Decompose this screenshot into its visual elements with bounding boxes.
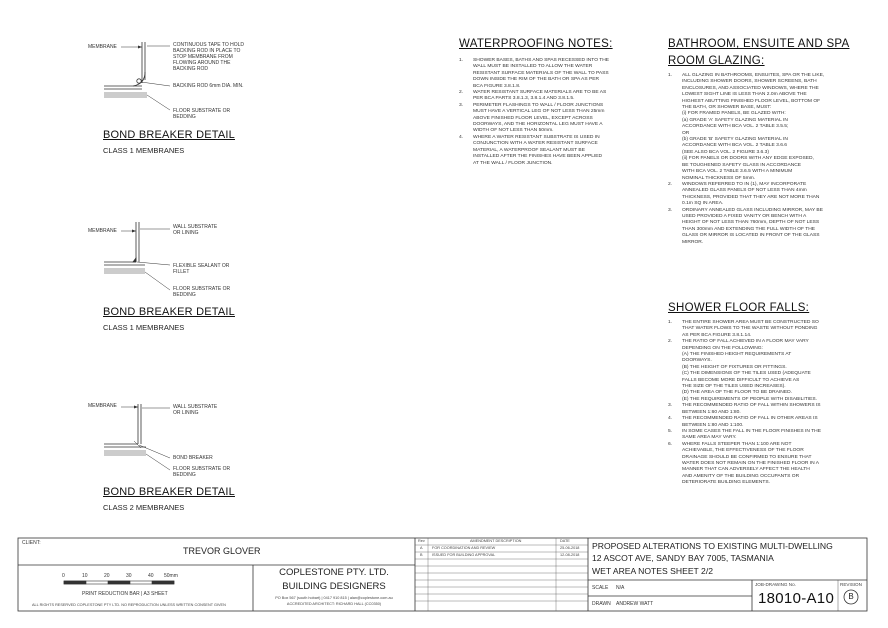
note-text: BE TOUGHENED SAFETY GLASS IN ACCORDANCE [682, 162, 802, 168]
note-text: IN SOME CASES THE FALL IN THE FLOOR FINISHES IN THE [682, 428, 821, 434]
client-name: TREVOR GLOVER [183, 546, 261, 556]
note-line: SHOWER BASES, BATHS AND SPAS RECESSED INTO THE [473, 58, 610, 63]
note-text: (B) THE HEIGHT OF FIXTURES OR FITTINGS. [682, 364, 787, 370]
note-text: THE RECOMMENDED RATIO OF FALL IN OTHER AREAS IS [682, 416, 818, 422]
floor-line: BEDDING [173, 114, 196, 120]
sheet-title: WET AREA NOTES SHEET 2/2 [592, 566, 713, 576]
rev-a-code: A [420, 546, 423, 550]
note-text: THE BATH, OR SHOWER BASE, MUST: [682, 105, 772, 111]
floor-line: BEDDING [173, 472, 196, 478]
floor-line: FLOOR SUBSTRATE OR [173, 286, 231, 292]
revision-value: B [848, 592, 854, 601]
item-number: 5. [668, 428, 673, 434]
note-text: (ii) FOR PANELS OR DOORS WITH ANY EDGE EXPOSED, [682, 156, 814, 162]
note-line: DOWN INSIDE THE RIM OF THE BATH OR SPA AS PER [473, 77, 599, 83]
sealant-line: FLEXIBLE SEALANT OR [173, 263, 230, 269]
tick-label: 30 [126, 573, 132, 579]
detail-3-title: BOND BREAKER DETAIL [103, 486, 235, 498]
note-text: DETERIORATE BUILDING ELEMENTS. [682, 480, 770, 486]
note-text: THE ENTIRE SHOWER AREA MUST BE CONSTRUCTED SO [682, 320, 819, 325]
print-bar-label: PRINT REDUCTION BAR | A3 SHEET [82, 591, 168, 597]
item-number: 1. [668, 320, 673, 325]
note-text: ANNEALED GLASS PANELS OF NOT LESS THAN 4mm [682, 188, 807, 194]
detail-2-title: BOND BREAKER DETAIL [103, 306, 235, 318]
client-label: CLIENT: [22, 540, 41, 546]
note-text: THE SIZE OF THE TILES USED INCREASES). [682, 384, 786, 390]
note-text: THE RECOMMENDED RATIO OF FALL WITHIN SHOWERS IS [682, 403, 821, 409]
sealant-line: FILLET [173, 269, 190, 275]
note-text: HIGHEST ABUTTING FINISHED FLOOR LEVEL, BOTTOM OF [682, 98, 821, 104]
shower-title: SHOWER FLOOR FALLS: [668, 302, 810, 314]
revision-label: REVISION [840, 582, 862, 587]
wall-line: WALL SUBSTRATE [173, 224, 218, 230]
note-text: (D) THE AREA OF THE FLOOR TO BE DRAINED. [682, 390, 792, 396]
accredited-architect: ACCREDITED ARCHITECT: RICHARD HALL (CC0350) [286, 602, 382, 606]
detail-2-subtitle: CLASS 1 MEMBRANES [103, 323, 185, 332]
item-number: 2. [668, 181, 673, 187]
company-name: COPLESTONE PTY. LTD. [279, 567, 389, 578]
note-text: HEIGHT OF NOT LESS THAN 760mm, DEPTH OF NOT LESS [682, 220, 820, 226]
job-number: 18010-A10 [758, 590, 835, 607]
tick-label: 0 [62, 573, 65, 579]
note-line: BCA FIGURE 3.8.1.8. [473, 83, 521, 89]
note-text: DEPENDING ON THE FOLLOWING: [682, 345, 763, 351]
note-line: AT THE WALL / FLOOR JUNCTION. [473, 160, 553, 166]
item-number: 2. [459, 90, 464, 96]
note-line: PERIMETER FLASHINGS TO WALL / FLOOR JUNCTIONS [473, 102, 604, 108]
detail-1-subtitle: CLASS 1 MEMBRANES [103, 146, 185, 155]
floor-line: BEDDING [173, 292, 196, 298]
detail-3-membrane-label: MEMBRANE [88, 403, 117, 409]
note-text: (i) FOR FRAMED PANELS, BE GLAZED WITH: [682, 111, 786, 117]
scale-label: SCALE [592, 585, 609, 591]
note-line: WALL MUST BE INSTALLED TO ALLOW THE WATER [473, 64, 593, 70]
note-line: CONJUNCTION WITH A WATER RESISTANT SURFACE [473, 141, 598, 147]
glazing-title-line-1: BATHROOM, ENSUITE AND SPA [668, 38, 850, 50]
tick-label: 50mm [164, 573, 178, 579]
detail-1-title: BOND BREAKER DETAIL [103, 129, 235, 141]
wall-line: OR LINING [173, 230, 199, 236]
company-role: BUILDING DESIGNERS [282, 581, 386, 592]
note-line: WATER RESISTANT SURFACE MATERIALS ARE TO BE AS [473, 90, 607, 96]
note-text: OR [682, 130, 690, 136]
note-text: ORDINARY ANNEALED GLASS INCLUDING MIRROR, MAY BE [682, 207, 823, 213]
item-number: 1. [459, 58, 464, 63]
note-text: (SEE ALSO BCA VOL. 2 FIGURE 3.6.3) [682, 149, 769, 155]
note-text: LOWEST SIGHT LINE IS LESS THAN 2.0m ABOVE THE [682, 92, 807, 98]
drawn-value: ANDREW WATT [616, 601, 654, 607]
job-label: JOB-DRAWING No. [755, 582, 796, 587]
note-text: WINDOWS REFERRED TO IN (1), MAY INCORPORATE [682, 181, 807, 187]
note-text: THE RATIO OF FALL ACHIEVED IN A FLOOR MAY VARY [682, 339, 809, 345]
waterproofing-title: WATERPROOFING NOTES: [459, 38, 613, 50]
note-text: BETWEEN 1:80 AND 1:100. [682, 422, 744, 428]
note-line: DOORWAYS, AND THE HORIZONTAL LEG MUST HAVE A [473, 122, 603, 128]
note-text: MANNER THAT CAN ADVERSELY AFFECT THE HEALTH [682, 467, 810, 473]
note-text: WATER DOES NOT REMAIN ON THE FINISHED FLOOR IN A [682, 460, 820, 466]
rev-a-desc: FOR COORDINATION AND REVIEW [432, 546, 496, 550]
item-number: 3. [459, 102, 464, 108]
note-line: RESISTANT SURFACE MATERIALS OF THE WALL TO PASS [473, 70, 609, 76]
rev-header-date: DATE [560, 539, 570, 543]
detail-1-rod-label: BACKING ROD 6mm DIA. MIN. [173, 83, 244, 89]
rev-b-date: 12-08-2018 [560, 553, 580, 557]
note-text: (b) GRADE 'B' SAFETY GLAZING MATERIAL IN [682, 137, 788, 143]
note-line: MATERIAL, A WATERPROOF SEALANT MUST BE [473, 147, 585, 153]
note-text: THAN 300mm AND EXTENDING THE FULL WIDTH OF THE [682, 226, 816, 232]
tape-line: FLOWING AROUND THE [173, 60, 231, 66]
note-text: FALLS BECOME MORE DIFFICULT TO ACHIEVE AS [682, 377, 800, 383]
note-line: ABOVE FINISHED FLOOR LEVEL, EXCEPT ACROSS [473, 115, 593, 121]
note-text: AS PER BCA FIGURE 3.8.1.14. [682, 332, 752, 338]
note-text: INCLUDING SHOWER DOORS, SHOWER SCREENS, BATH [682, 79, 817, 85]
tape-line: STOP MEMBRANE FROM [173, 54, 233, 60]
note-text: ACCORDANCE WITH BCA VOL. 2 TABLE 3.5.5; [682, 124, 789, 130]
note-text: USED PROVIDED A FIXED VANITY OR BENCH WITH A [682, 213, 807, 219]
note-text: THAT WATER FLOWS TO THE WASTE WITHOUT PONDING [682, 326, 818, 332]
note-text: WHERE FALLS STEEPER THAN 1:100 ARE NOT [682, 441, 792, 447]
note-text: (a) GRADE 'A' SAFETY GLAZING MATERIAL IN [682, 117, 788, 123]
rev-header-rev: Rev [418, 539, 425, 543]
rev-b-desc: ISSUED FOR BUILDING APPROVAL [432, 553, 496, 557]
tick-label: 20 [104, 573, 110, 579]
note-line: WIDTH OF NOT LESS THAN 50mm. [473, 128, 554, 134]
item-number: 2. [668, 339, 673, 345]
note-text: WITH BCA VOL. 2 TABLE 3.6.5 WITH A MINIMUM [682, 169, 793, 175]
rev-b-code: B [420, 553, 423, 557]
note-text: ACCORDANCE WITH BCA VOL. 2 TABLE 3.6.6 [682, 143, 787, 149]
note-line: INSTALLED AFTER THE FINISHES HAVE BEEN APPLIED [473, 154, 603, 160]
note-text: DOORWAYS. [682, 358, 712, 364]
item-number: 1. [668, 73, 673, 78]
note-text: GLASS OR MIRROR IS LOCATED IN FRONT OF THE GLASS [682, 233, 820, 239]
detail-3-breaker-label: BOND BREAKER [173, 455, 213, 461]
company-contact: PO Box 567 (south hobart) | 0417 910 815 | alan@coplestone.com.au [275, 596, 393, 600]
note-text: DRAINAGE SHOULD BE CONFIRMED TO ENSURE THAT [682, 454, 812, 460]
note-text: (A) THE FINISHED HEIGHT REQUIREMENTS AT [682, 352, 792, 358]
item-number: 3. [668, 403, 673, 409]
note-line: MUST HAVE A VERTICAL LEG OF NOT LESS THAN 25mm [473, 109, 605, 115]
scale-value: N/A [616, 585, 625, 591]
note-line: WHERE A WATER RESISTANT SUBSTRATE IS USED IN [473, 134, 600, 140]
wall-line: OR LINING [173, 410, 199, 416]
note-text: AND AMENITY OF THE BUILDING OCCUPANTS OR [682, 473, 800, 479]
tape-line: CONTINUOUS TAPE TO HOLD [173, 42, 245, 48]
note-text: ENCLOSURES, AND ASSOCIATED WINDOWS, WHERE THE [682, 85, 819, 91]
glazing-title-line-2: ROOM GLAZING: [668, 55, 765, 67]
rev-a-date: 25-06-2018 [560, 546, 580, 550]
tape-line: BACKING ROD IN PLACE TO [173, 48, 241, 54]
floor-line: FLOOR SUBSTRATE OR [173, 108, 231, 114]
note-text: SAME AREA MAY VARY. [682, 435, 737, 441]
item-number: 6. [668, 441, 673, 447]
note-text: THICKNESS, PROVIDED THAT THEY ARE NOT MORE THAN [682, 194, 820, 200]
note-text: NOMINAL THICKNESS OF 5mm. [682, 175, 756, 181]
drawn-label: DRAWN [592, 601, 611, 607]
tick-label: 10 [82, 573, 88, 579]
note-text: ACHIEVABLE, THE EFFECTIVENESS OF THE FLOOR [682, 448, 804, 454]
item-number: 4. [668, 416, 673, 422]
note-text: (C) THE DIMENSIONS OF THE TILES USED (ADEQUATE [682, 371, 811, 377]
project-address: 12 ASCOT AVE, SANDY BAY 7005, TASMANIA [592, 553, 774, 563]
note-text: ALL GLAZING IN BATHROOMS, ENSUITES, SPA OR THE LIKE, [682, 73, 825, 78]
tape-line: BACKING ROD [173, 66, 209, 72]
tick-label: 40 [148, 573, 154, 579]
rights-text: ALL RIGHTS RESERVED COPLESTONE PTY LTD. NO REPRODUCTION UNLESS WRITTEN CONSENT GIVEN [32, 603, 226, 607]
item-number: 4. [459, 134, 464, 140]
floor-line: FLOOR SUBSTRATE OR [173, 466, 231, 472]
note-text: MIRROR. [682, 239, 704, 245]
rev-header-desc: AMENDMENT DESCRIPTION [470, 539, 522, 543]
note-text: 0.1m SQ IN AREA. [682, 201, 724, 207]
project-title: PROPOSED ALTERATIONS TO EXISTING MULTI-DWELLING [592, 541, 833, 551]
detail-1-membrane-label: MEMBRANE [88, 44, 117, 50]
scale-ticks [60, 573, 190, 580]
item-number: 3. [668, 207, 673, 213]
note-line: PER BCA PARTS 3.8.1.3, 3.8.1.4 AND 3.8.1.5. [473, 96, 575, 102]
note-text: (E) THE REQUIREMENTS OF PEOPLE WITH DISABILITIES. [682, 396, 817, 402]
print-reduction-bar [64, 581, 174, 584]
wall-line: WALL SUBSTRATE [173, 404, 218, 410]
detail-3-subtitle: CLASS 2 MEMBRANES [103, 503, 185, 512]
note-text: BETWEEN 1:60 AND 1:80. [682, 409, 741, 415]
detail-2-membrane-label: MEMBRANE [88, 228, 117, 234]
